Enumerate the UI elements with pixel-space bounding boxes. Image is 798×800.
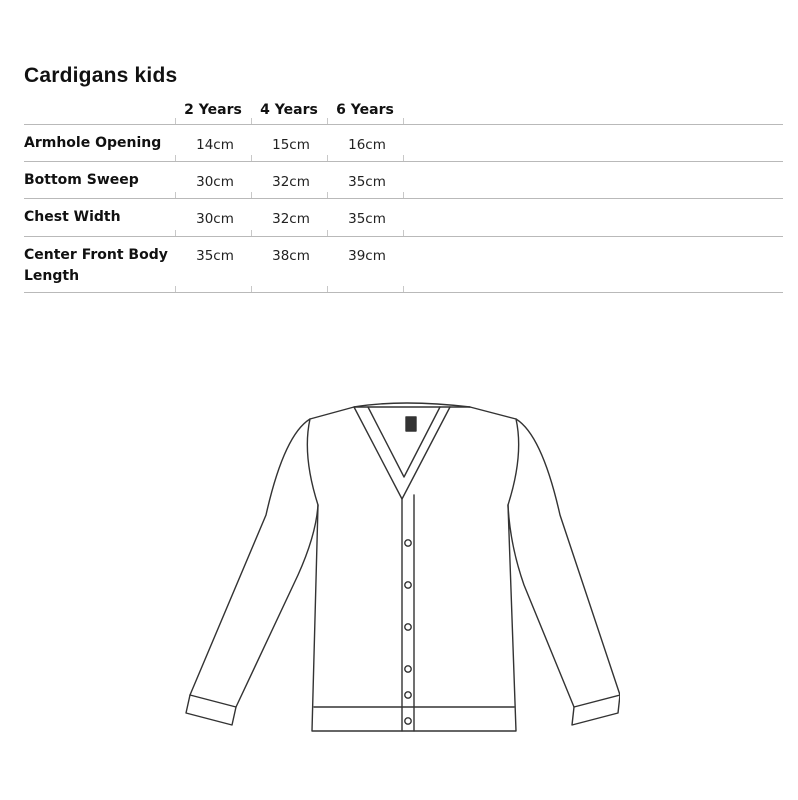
table-cell: 15cm <box>272 137 310 153</box>
column-tick <box>403 286 404 292</box>
column-tick <box>327 230 328 236</box>
column-tick <box>251 155 252 161</box>
column-tick <box>403 230 404 236</box>
column-tick <box>175 118 176 124</box>
table-row-rule <box>24 236 783 237</box>
table-cell: 32cm <box>272 211 310 227</box>
row-label-center-front-body-length: Center Front Body Length <box>24 247 168 284</box>
table-cell: 14cm <box>196 137 234 153</box>
row-label-armhole-opening: Armhole Opening <box>24 135 162 151</box>
table-cell: 35cm <box>196 248 234 264</box>
table-cell: 35cm <box>348 174 386 190</box>
table-cell: 32cm <box>272 174 310 190</box>
row-label-bottom-sweep: Bottom Sweep <box>24 172 139 188</box>
column-tick <box>251 118 252 124</box>
column-tick <box>403 118 404 124</box>
page-title: Cardigans kids <box>24 64 178 87</box>
column-tick <box>175 230 176 236</box>
column-tick <box>403 192 404 198</box>
column-tick <box>327 118 328 124</box>
table-bottom-rule <box>24 292 783 293</box>
column-tick <box>327 192 328 198</box>
table-cell: 30cm <box>196 211 234 227</box>
table-header-rule <box>24 124 783 125</box>
table-row-rule <box>24 198 783 199</box>
cardigan-icon <box>180 395 620 735</box>
table-cell: 30cm <box>196 174 234 190</box>
column-header-4-years: 4 Years <box>260 102 318 118</box>
column-tick <box>175 155 176 161</box>
column-tick <box>251 192 252 198</box>
table-cell: 35cm <box>348 211 386 227</box>
column-tick <box>175 192 176 198</box>
column-tick <box>327 286 328 292</box>
column-tick <box>251 286 252 292</box>
column-tick <box>175 286 176 292</box>
column-header-2-years: 2 Years <box>184 102 242 118</box>
column-header-6-years: 6 Years <box>336 102 394 118</box>
table-row-rule <box>24 161 783 162</box>
column-tick <box>403 155 404 161</box>
row-label-chest-width: Chest Width <box>24 209 121 225</box>
column-tick <box>251 230 252 236</box>
column-tick <box>327 155 328 161</box>
table-cell: 38cm <box>272 248 310 264</box>
table-cell: 16cm <box>348 137 386 153</box>
table-cell: 39cm <box>348 248 386 264</box>
